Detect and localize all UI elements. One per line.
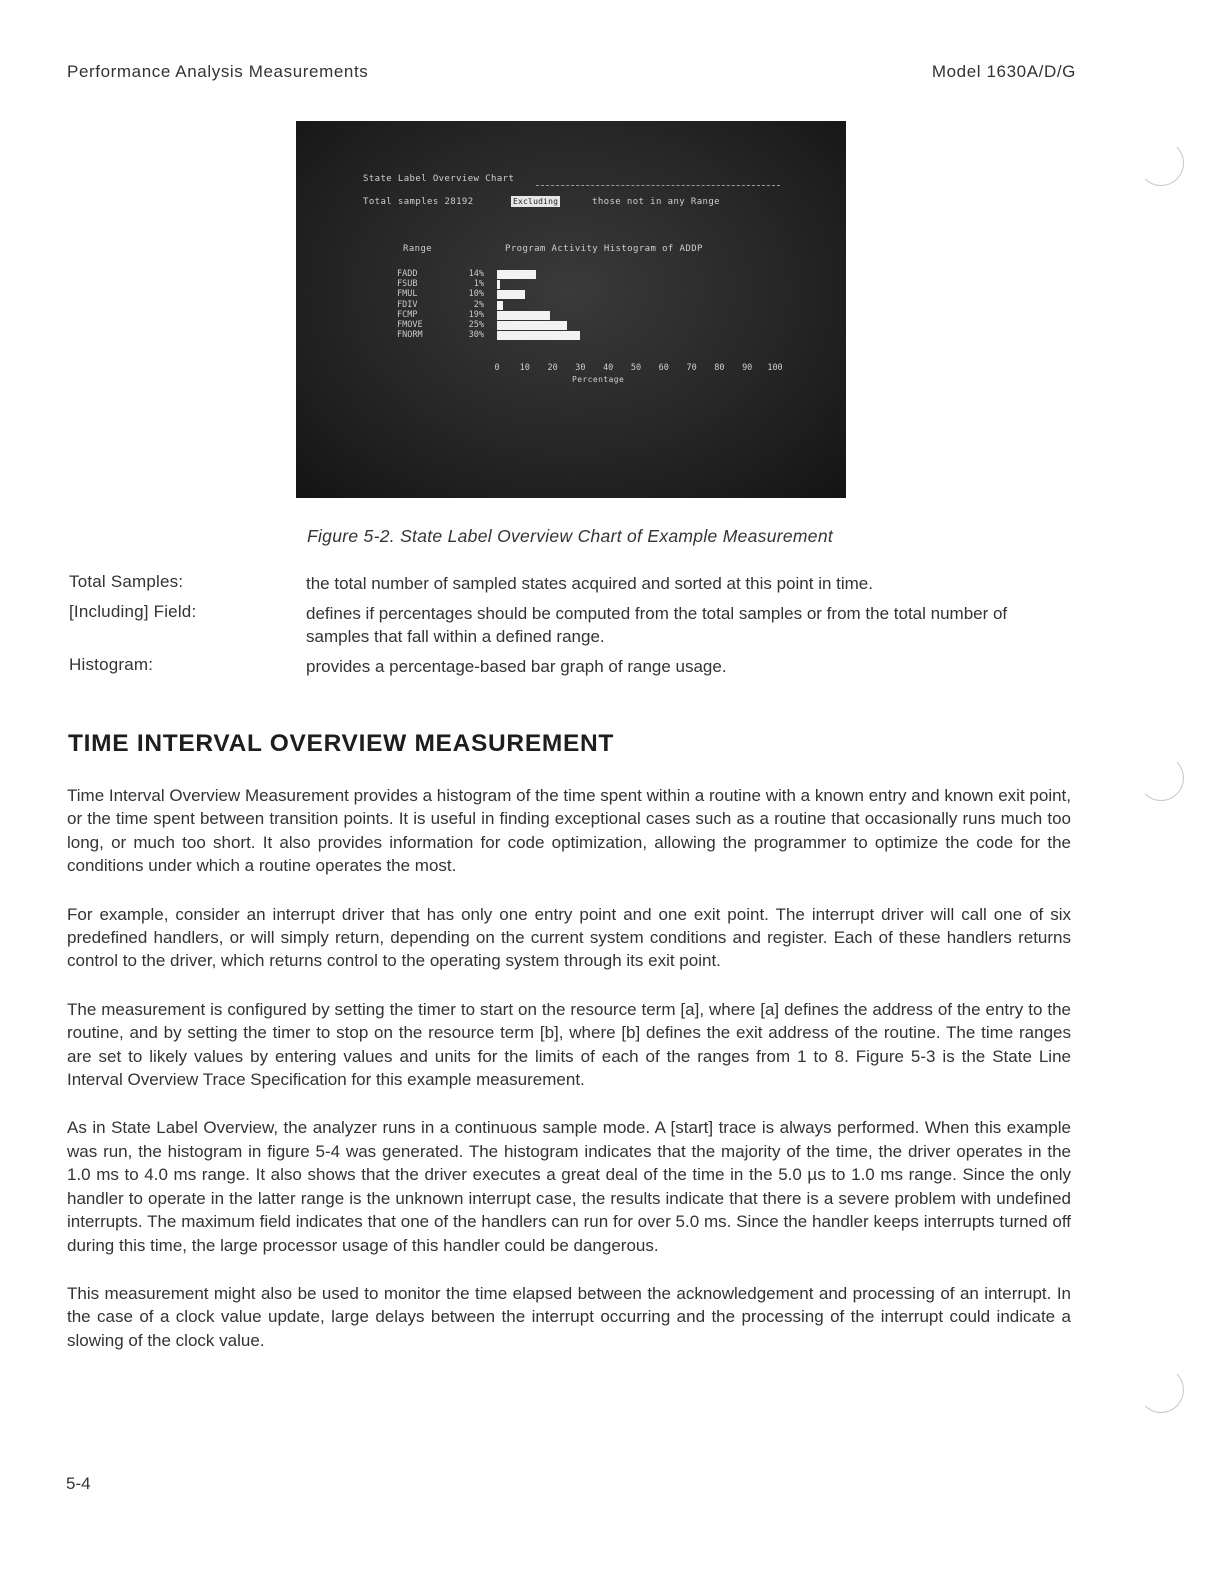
paragraph: This measurement might also be used to monitor the time elapsed between the acknowledgement and processing of an interrupt. In the case of a clock value update, large delays between the interrupt occurring and the processing of the interrupt could indicate a slowing of the clock value. bbox=[67, 1283, 1071, 1350]
range-label-fcmp: FCMP bbox=[397, 309, 418, 320]
range-percent-fadd: 14% bbox=[468, 269, 484, 279]
range-header: Range bbox=[403, 244, 433, 254]
screen-mode-suffix: those not in any Range bbox=[592, 197, 721, 207]
screen-total-samples: Total samples 28192 bbox=[363, 197, 474, 207]
range-label-fdiv: FDIV bbox=[397, 299, 418, 310]
histogram-bar-fmove bbox=[497, 321, 567, 330]
range-label-fnorm: FNORM bbox=[397, 330, 423, 341]
binder-hole-mark bbox=[1138, 140, 1184, 186]
definition-item bbox=[69, 602, 1074, 648]
screen-title: State Label Overview Chart bbox=[363, 174, 515, 184]
x-axis-label: Percentage bbox=[572, 375, 625, 384]
definition-desc: provides a percentage-based bar graph of range usage. bbox=[306, 657, 727, 676]
x-tick-70: 70 bbox=[686, 363, 697, 373]
definition-term: Histogram: bbox=[69, 655, 154, 674]
definition-item bbox=[69, 655, 1074, 678]
range-percent-fmove: 25% bbox=[468, 320, 484, 330]
range-label-fmul: FMUL bbox=[397, 289, 418, 300]
range-percent-fnorm: 30% bbox=[468, 330, 484, 341]
excluding-field: Excluding bbox=[513, 197, 559, 206]
binder-hole-mark bbox=[1138, 1367, 1184, 1413]
range-percent-fcmp: 19% bbox=[468, 309, 484, 320]
binder-hole-mark bbox=[1138, 755, 1184, 801]
body-text bbox=[67, 784, 1071, 1377]
histogram-bar-fcmp bbox=[497, 311, 550, 320]
histogram-bar-fadd bbox=[497, 270, 536, 279]
range-percent-fsub: 1% bbox=[473, 279, 484, 290]
range-percent-fdiv: 2% bbox=[473, 299, 484, 310]
page-number: 5-4 bbox=[66, 1474, 91, 1493]
x-tick-80: 80 bbox=[714, 363, 725, 373]
histogram-title: Program Activity Histogram of ADDP bbox=[505, 244, 703, 254]
paragraph: As in State Label Overview, the analyzer runs in a continuous sample mode. A [start] trace is always performed. When this example was run, the histogram in figure 5-4 was generated. The histogram indicates that the majority of the time, the driver operates in the 1.0 ms to 4.0 ms range. It also shows that the driver executes a great deal of the time in the 5.0 µs to 1.0 ms range. Since the only handler to operate in the latter range is the unknown interrupt case, the results indicate that there is a severe problem with undefined interrupts. The maximum field indicates that one of the handlers can run for over 5.0 ms. Since the handler keeps interrupts turned off during this time, the large processor usage of this handler could be dangerous. bbox=[67, 1118, 1071, 1255]
paragraph: For example, consider an interrupt driver that has only one entry point and one exit point. The interrupt driver will call one of six predefined handlers, or will simply return, depending on the current system conditions and register. Each of these handlers returns control to the driver, which returns control to the operating system through its exit point. bbox=[67, 904, 1071, 971]
range-label-fsub: FSUB bbox=[397, 279, 418, 290]
histogram-bar-fmul bbox=[497, 290, 525, 299]
x-tick-90: 90 bbox=[742, 363, 753, 373]
x-tick-20: 20 bbox=[547, 363, 558, 373]
x-tick-100: 100 bbox=[767, 363, 783, 373]
definition-term: Total Samples: bbox=[69, 572, 184, 591]
definition-item bbox=[69, 572, 1074, 595]
histogram-bar-fdiv bbox=[497, 301, 503, 310]
section-heading: TIME INTERVAL OVERVIEW MEASUREMENT bbox=[68, 730, 615, 757]
definition-list bbox=[69, 572, 1074, 685]
x-tick-0: 0 bbox=[494, 363, 500, 373]
range-label-fadd: FADD bbox=[397, 269, 418, 279]
x-tick-60: 60 bbox=[658, 363, 669, 373]
paragraph: Time Interval Overview Measurement provides a histogram of the time spent within a routine with a known entry and known exit point, or the time spent between transition points. It is useful in finding exceptional cases such as a routine that occasionally runs much too long, or much too short. It also provides information for code optimization, allowing the programmer to optimize the code for the conditions under which a routine operates the most. bbox=[67, 786, 1071, 876]
x-tick-30: 30 bbox=[575, 363, 586, 373]
running-header-left: Performance Analysis Measurements bbox=[67, 62, 369, 81]
paragraph: The measurement is configured by setting the timer to start on the resource term [a], where [a] defines the address of the entry to the routine, and by setting the timer to stop on the resource term [b], where [b] defines the exit address of the routine. The time ranges are set to likely values by entering values and units for the limits of each of the ranges from 1 to 8. Figure 5-3 is the State Line Interval Overview Trace Specification for this example measurement. bbox=[67, 999, 1071, 1090]
x-tick-50: 50 bbox=[630, 363, 642, 373]
definition-term: [Including] Field: bbox=[69, 602, 197, 621]
range-percent-fmul: 10% bbox=[468, 289, 484, 300]
histogram-bar-fnorm bbox=[497, 331, 580, 340]
histogram-bar-fsub bbox=[497, 280, 500, 289]
screen-photo bbox=[296, 121, 846, 498]
x-tick-40: 40 bbox=[603, 363, 614, 373]
running-header-right: Model 1630A/D/G bbox=[931, 62, 1076, 81]
screen-title-rule bbox=[536, 185, 780, 186]
figure-caption: Figure 5-2. State Label Overview Chart of Example Measurement bbox=[306, 526, 834, 546]
definition-desc: the total number of sampled states acquired and sorted at this point in time. bbox=[306, 574, 873, 593]
x-tick-10: 10 bbox=[519, 363, 530, 373]
range-label-fmove: FMOVE bbox=[397, 320, 423, 330]
definition-desc: defines if percentages should be computed from the total samples or from the total number of samples that fall within a defined range. bbox=[306, 604, 1008, 646]
